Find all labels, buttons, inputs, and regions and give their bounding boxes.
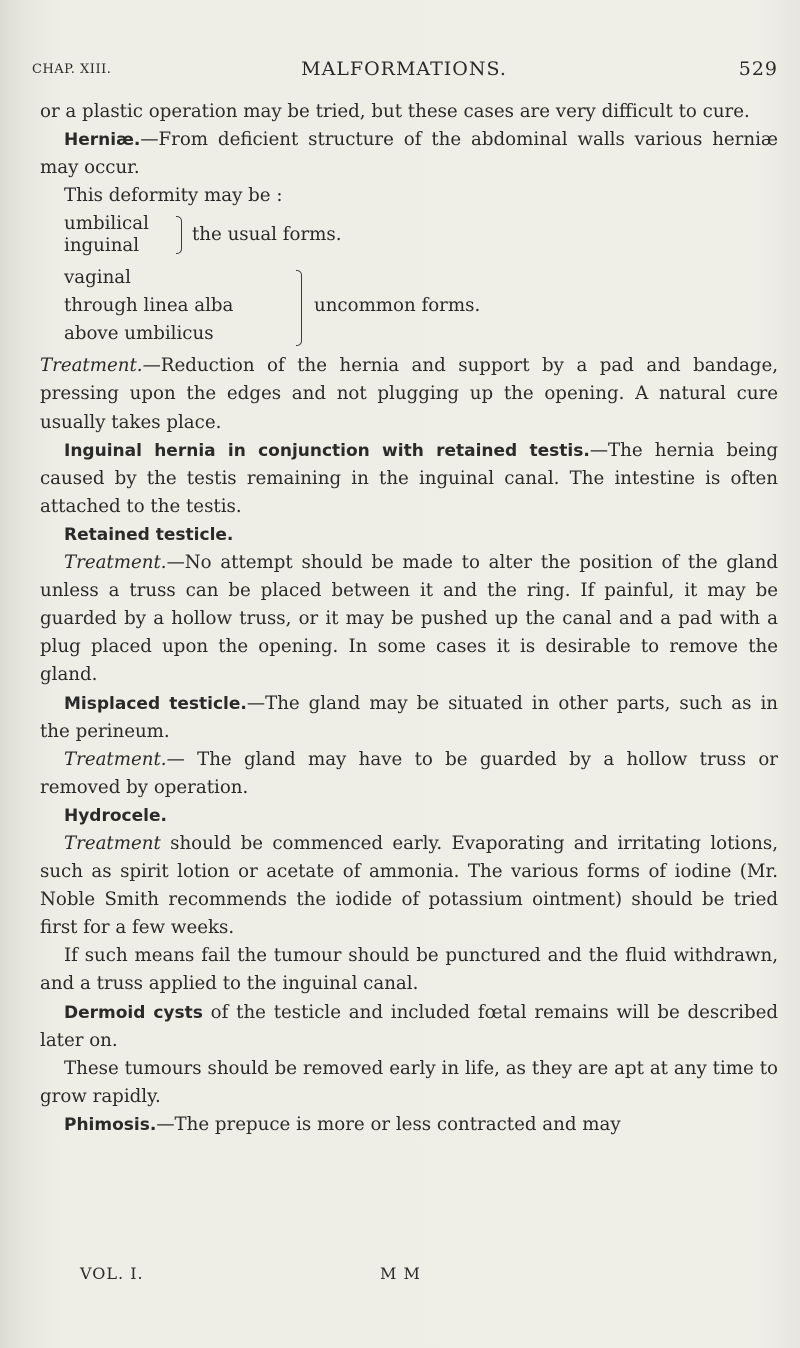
heading-retained-testicle: Retained testicle. xyxy=(64,524,234,545)
brace-usual xyxy=(176,216,182,254)
paragraph-treatment-hernia: Treatment.—Reduction of the hernia and support by a pad and bandage, pressing upon the edges and not plugging up the opening. A natural cure usually takes place. xyxy=(40,355,778,433)
paragraph-retained-testicle xyxy=(40,521,778,549)
heading-hydrocele: Hydrocele. xyxy=(64,805,167,826)
page-number: 529 xyxy=(738,58,778,80)
heading-misplaced-testicle: Misplaced testicle. xyxy=(64,693,247,714)
form-item-inguinal: inguinal xyxy=(64,235,140,257)
deformity-intro: This deformity may be : xyxy=(64,185,283,207)
heading-inguinal-hernia: Inguinal hernia in conjunction with retained testis. xyxy=(64,440,590,461)
paragraph-misplaced-testicle: Misplaced testicle.—The gland may be situated in other parts, such as in the perineum. xyxy=(40,692,779,742)
form-item-above-umbilicus: above umbilicus xyxy=(64,323,214,345)
page-footer xyxy=(80,1264,680,1288)
paragraph-inguinal-hernia: Inguinal hernia in conjunction with retained testis.—The hernia being caused by the testis remaining in the inguinal canal. The intestine is often attached to the testis. xyxy=(40,439,778,517)
paragraph-treatment-retained: Treatment.—No attempt should be made to alter the position of the gland unless a truss can be placed between it and the ring. If painful, it may be guarded by a hollow truss, or it may be pushed up the canal and a pad with a plug placed upon the opening. In some cases it is desirable to remove the gland. xyxy=(40,552,778,686)
page-body xyxy=(40,98,778,1139)
treatment-label: Treatment xyxy=(64,832,161,854)
chapter-label: CHAP. XIII. xyxy=(32,62,112,77)
heading-herniae: Herniæ. xyxy=(64,130,141,151)
volume-label: VOL. I. xyxy=(80,1264,144,1283)
treatment-label: Treatment. xyxy=(40,355,143,377)
form-item-linea-alba: through linea alba xyxy=(64,295,234,317)
paragraph-puncture: If such means fail the tumour should be punctured and the fluid withdrawn, and a truss applied to the inguinal canal. xyxy=(40,945,778,995)
paragraph-dermoid-cysts: Dermoid cysts of the testicle and included fœtal remains will be described later on. xyxy=(40,1001,779,1051)
form-item-vaginal: vaginal xyxy=(64,267,131,289)
brace-uncommon xyxy=(296,270,302,346)
paragraph-phimosis: Phimosis.—The prepuce is more or less contracted and may xyxy=(64,1113,621,1135)
paragraph-tumours: These tumours should be removed early in life, as they are apt at any time to grow rapidly. xyxy=(40,1057,778,1107)
paragraph-continuation: or a plastic operation may be tried, but these cases are very difficult to cure. xyxy=(40,101,750,122)
heading-phimosis: Phimosis. xyxy=(64,1114,157,1135)
form-item-umbilical: umbilical xyxy=(64,213,149,235)
treatment-label: Treatment. xyxy=(64,552,167,574)
paragraph-herniae: Herniæ.—From deficient structure of the abdominal walls various herniæ may occur. xyxy=(40,129,778,179)
paragraph-hydrocele xyxy=(40,802,778,830)
treatment-label: Treatment. xyxy=(64,748,167,770)
page-title: MALFORMATIONS. xyxy=(301,58,507,80)
hernia-forms-list xyxy=(64,210,778,352)
paragraph-treatment-hydrocele: Treatment should be commenced early. Evaporating and irritating lotions, such as spirit lotion or acetate of ammonia. The various forms of iodine (Mr. Noble Smith recommends the iodide of potassium ointment) should be tried first for a few weeks. xyxy=(40,832,778,939)
paragraph-treatment-misplaced: Treatment.— The gland may have to be guarded by a hollow truss or removed by operation. xyxy=(40,748,778,798)
uncommon-forms-label: uncommon forms. xyxy=(314,295,481,317)
signature-mark: M M xyxy=(380,1264,421,1283)
heading-dermoid-cysts: Dermoid cysts xyxy=(64,1002,203,1023)
running-header xyxy=(30,56,778,84)
usual-forms-label: the usual forms. xyxy=(192,224,342,246)
